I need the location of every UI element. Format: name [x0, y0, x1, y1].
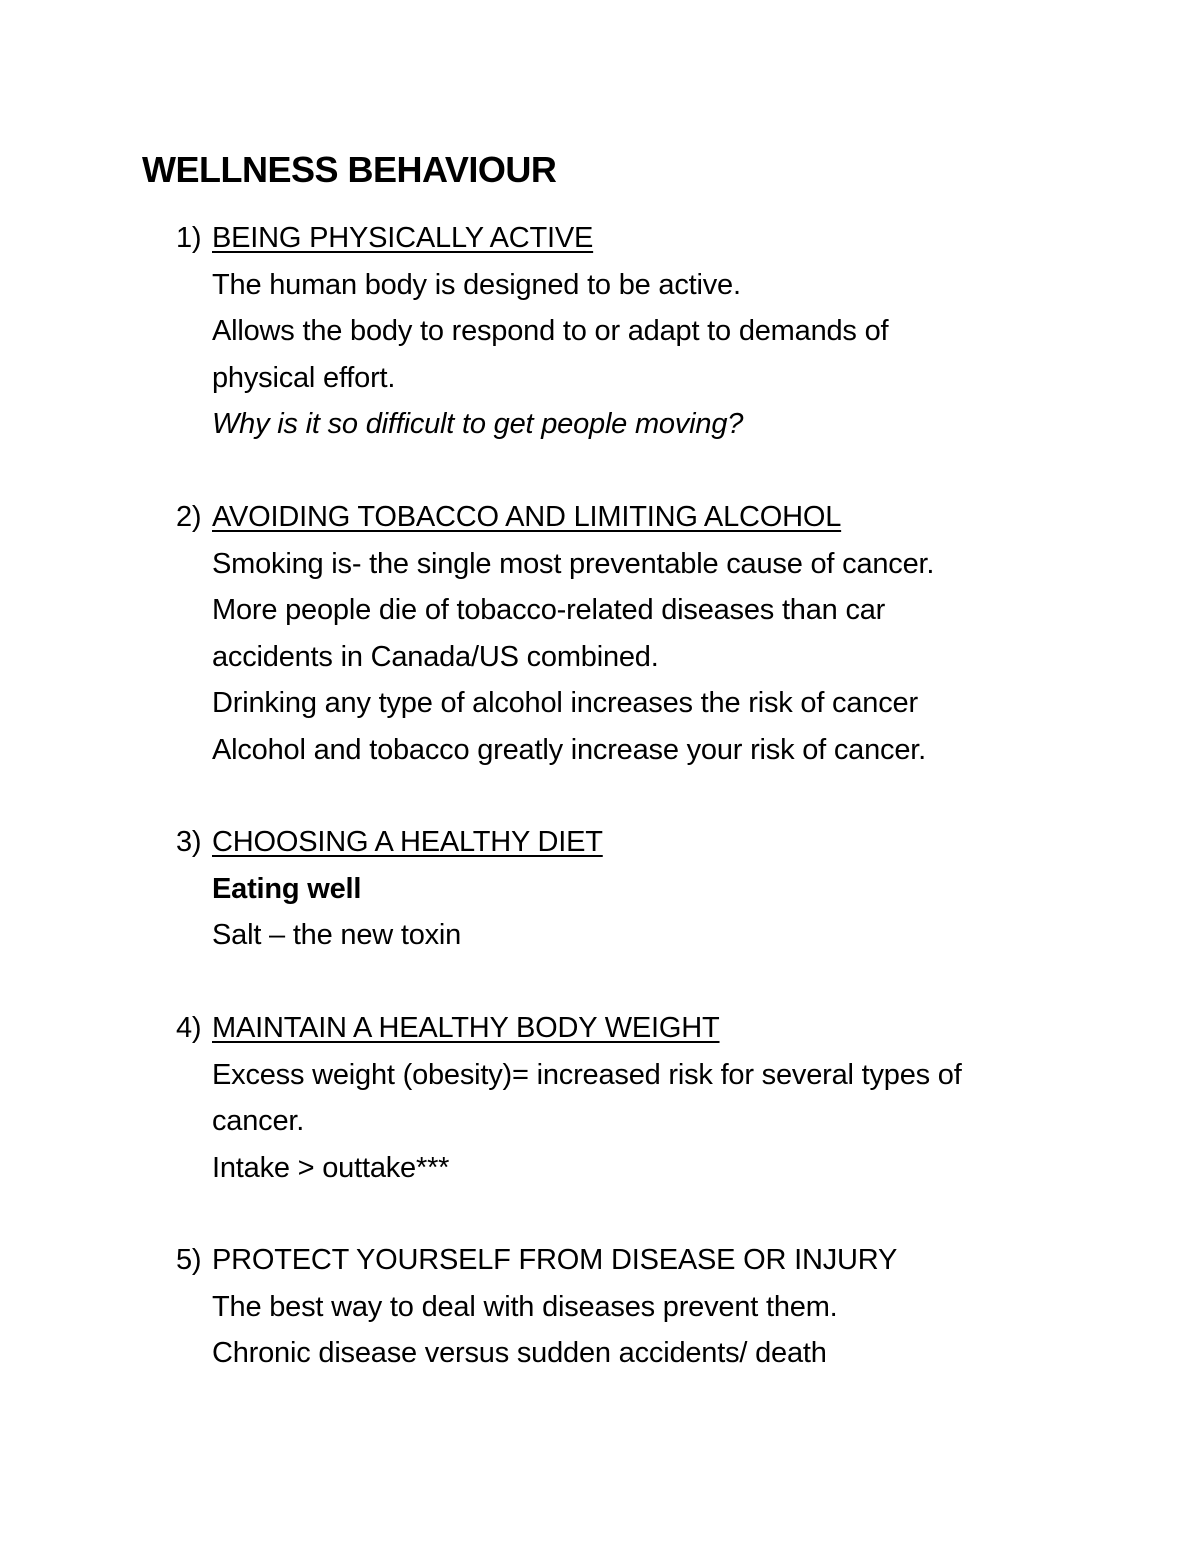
body-line: physical effort.	[212, 361, 396, 394]
section-heading	[176, 1005, 1136, 1052]
section-heading-text: BEING PHYSICALLY ACTIVE	[212, 222, 594, 254]
section-heading	[176, 1237, 1136, 1284]
section-physically-active	[176, 215, 1136, 448]
section-heading	[176, 215, 1136, 262]
body-line: Intake > outtake***	[212, 1151, 450, 1184]
body-line: Drinking any type of alcohol increases the risk of cancer	[212, 687, 918, 719]
section-body-weight	[176, 1005, 1136, 1191]
body-line: The best way to deal with diseases prevent them.	[212, 1290, 838, 1323]
body-line: Chronic disease versus sudden accidents/ death	[212, 1337, 827, 1369]
section-number: 1)	[176, 222, 202, 254]
section-number: 2)	[176, 501, 202, 533]
body-line: accidents in Canada/US combined.	[212, 640, 659, 673]
section-heading-text: CHOOSING A HEALTHY DIET	[212, 826, 603, 858]
section-number: 5)	[176, 1244, 202, 1276]
section-heading-text: AVOIDING TOBACCO AND LIMITING ALCOHOL	[212, 501, 842, 533]
body-line: The human body is designed to be active.	[212, 268, 741, 301]
body-line-bold: Eating well	[212, 872, 362, 905]
body-line: Alcohol and tobacco greatly increase your risk of cancer.	[212, 733, 926, 766]
section-heading	[176, 494, 1136, 541]
section-protect-yourself	[176, 1237, 1136, 1377]
section-number: 3)	[176, 826, 202, 858]
body-line: More people die of tobacco-related diseases than car	[212, 594, 886, 626]
document-title: WELLNESS BEHAVIOUR	[142, 149, 557, 190]
section-heading-text: PROTECT YOURSELF FROM DISEASE OR INJURY	[212, 1244, 898, 1276]
body-line: Excess weight (obesity)= increased risk for several types of	[212, 1058, 962, 1091]
section-healthy-diet	[176, 819, 1136, 959]
section-number: 4)	[176, 1012, 202, 1044]
body-line: Smoking is- the single most preventable cause of cancer.	[212, 547, 935, 580]
body-line: Allows the body to respond to or adapt to demands of	[212, 315, 889, 347]
body-line-question: Why is it so difficult to get people moving?	[212, 408, 744, 440]
section-tobacco-alcohol	[176, 494, 1136, 773]
body-line: cancer.	[212, 1105, 305, 1137]
section-heading-text: MAINTAIN A HEALTHY BODY WEIGHT	[212, 1012, 720, 1044]
body-line: Salt – the new toxin	[212, 919, 462, 951]
section-heading	[176, 819, 1136, 866]
